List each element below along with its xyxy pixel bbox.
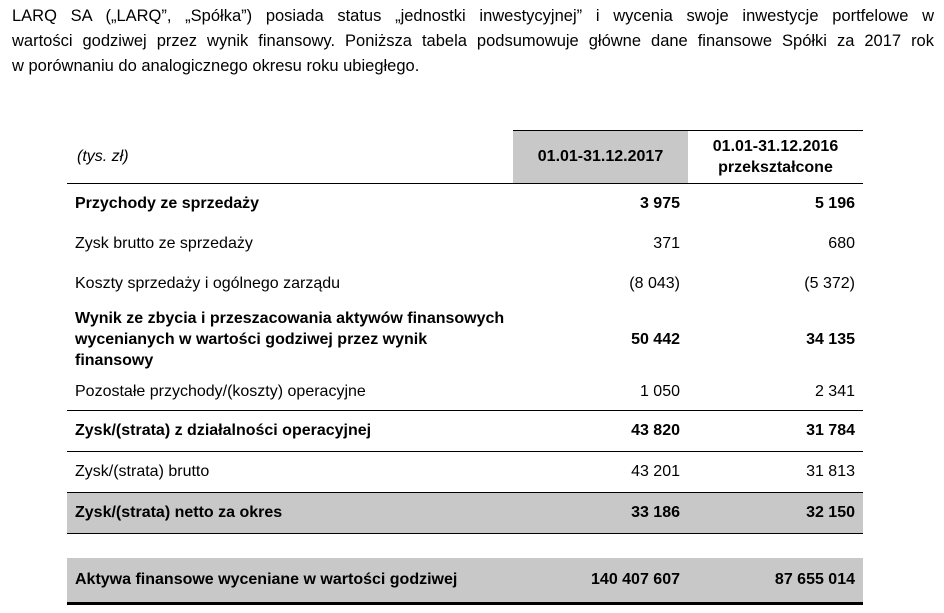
row-label: Aktywa finansowe wyceniane w wartości godziwej — [67, 558, 513, 604]
value-2017: 140 407 607 — [513, 558, 688, 604]
row-label: Zysk/(strata) netto za okres — [67, 493, 513, 534]
value-2017: 33 186 — [513, 493, 688, 534]
value-2016: 34 135 — [806, 330, 855, 348]
table-row-total-assets — [67, 558, 863, 604]
value-2016: 680 — [828, 235, 855, 252]
value-2017: 50 442 — [631, 330, 680, 348]
table-spacer — [67, 534, 863, 559]
value-2016: 31 813 — [688, 452, 863, 493]
row-label: Zysk/(strata) z działalności operacyjnej — [67, 411, 513, 452]
value-2017: 1 050 — [639, 383, 680, 400]
value-2017: 371 — [653, 235, 680, 252]
column-header-2016-restated: przekształcone — [718, 159, 833, 176]
table-row — [67, 264, 863, 304]
row-label: Przychody ze sprzedaży — [67, 184, 513, 225]
row-label: Zysk brutto ze sprzedaży — [75, 235, 253, 252]
intro-paragraph — [12, 4, 934, 79]
table-row — [67, 304, 863, 374]
unit-label: (tys. zł) — [77, 147, 129, 165]
table-row — [67, 224, 863, 264]
table-row — [67, 493, 863, 534]
financial-summary-table — [67, 130, 863, 605]
table-row — [67, 411, 863, 452]
value-2016: 2 341 — [814, 383, 855, 400]
value-2016: (5 372) — [804, 275, 855, 292]
column-header-2016 — [688, 131, 863, 184]
value-2017: (8 043) — [629, 275, 680, 292]
row-label: Wynik ze zbycia i przeszacowania aktywów finansowych wycenianych w wartości godziwej przez wynik finansowy — [75, 309, 505, 369]
intro-line: wartości godziwej przez wynik finansowy. Poniższa tabela podsumowuje główne dane finansowe Spółki za 2017 rok — [12, 32, 934, 50]
table-row — [67, 374, 863, 411]
value-2017: 3 975 — [513, 184, 688, 225]
value-2016: 87 655 014 — [688, 558, 863, 604]
column-header-2017: 01.01-31.12.2017 — [513, 131, 688, 184]
value-2016: 32 150 — [688, 493, 863, 534]
value-2017: 43 820 — [513, 411, 688, 452]
table-row — [67, 184, 863, 225]
table-row — [67, 452, 863, 493]
intro-line: w porównaniu do analogicznego okresu roku ubiegłego. — [12, 57, 420, 75]
row-label: Pozostałe przychody/(koszty) operacyjne — [75, 383, 366, 400]
row-label: Zysk/(strata) brutto — [67, 452, 513, 493]
value-2017: 43 201 — [513, 452, 688, 493]
table-header-row — [67, 131, 863, 184]
value-2016: 5 196 — [688, 184, 863, 225]
intro-line: LARQ SA („LARQ”, „Spółka”) posiada status „jednostki inwestycyjnej” i wycenia swoje inwestycje portfelowe w — [12, 7, 934, 25]
value-2016: 31 784 — [688, 411, 863, 452]
column-header-2016-period: 01.01-31.12.2016 — [712, 138, 839, 155]
row-label: Koszty sprzedaży i ogólnego zarządu — [75, 275, 341, 292]
